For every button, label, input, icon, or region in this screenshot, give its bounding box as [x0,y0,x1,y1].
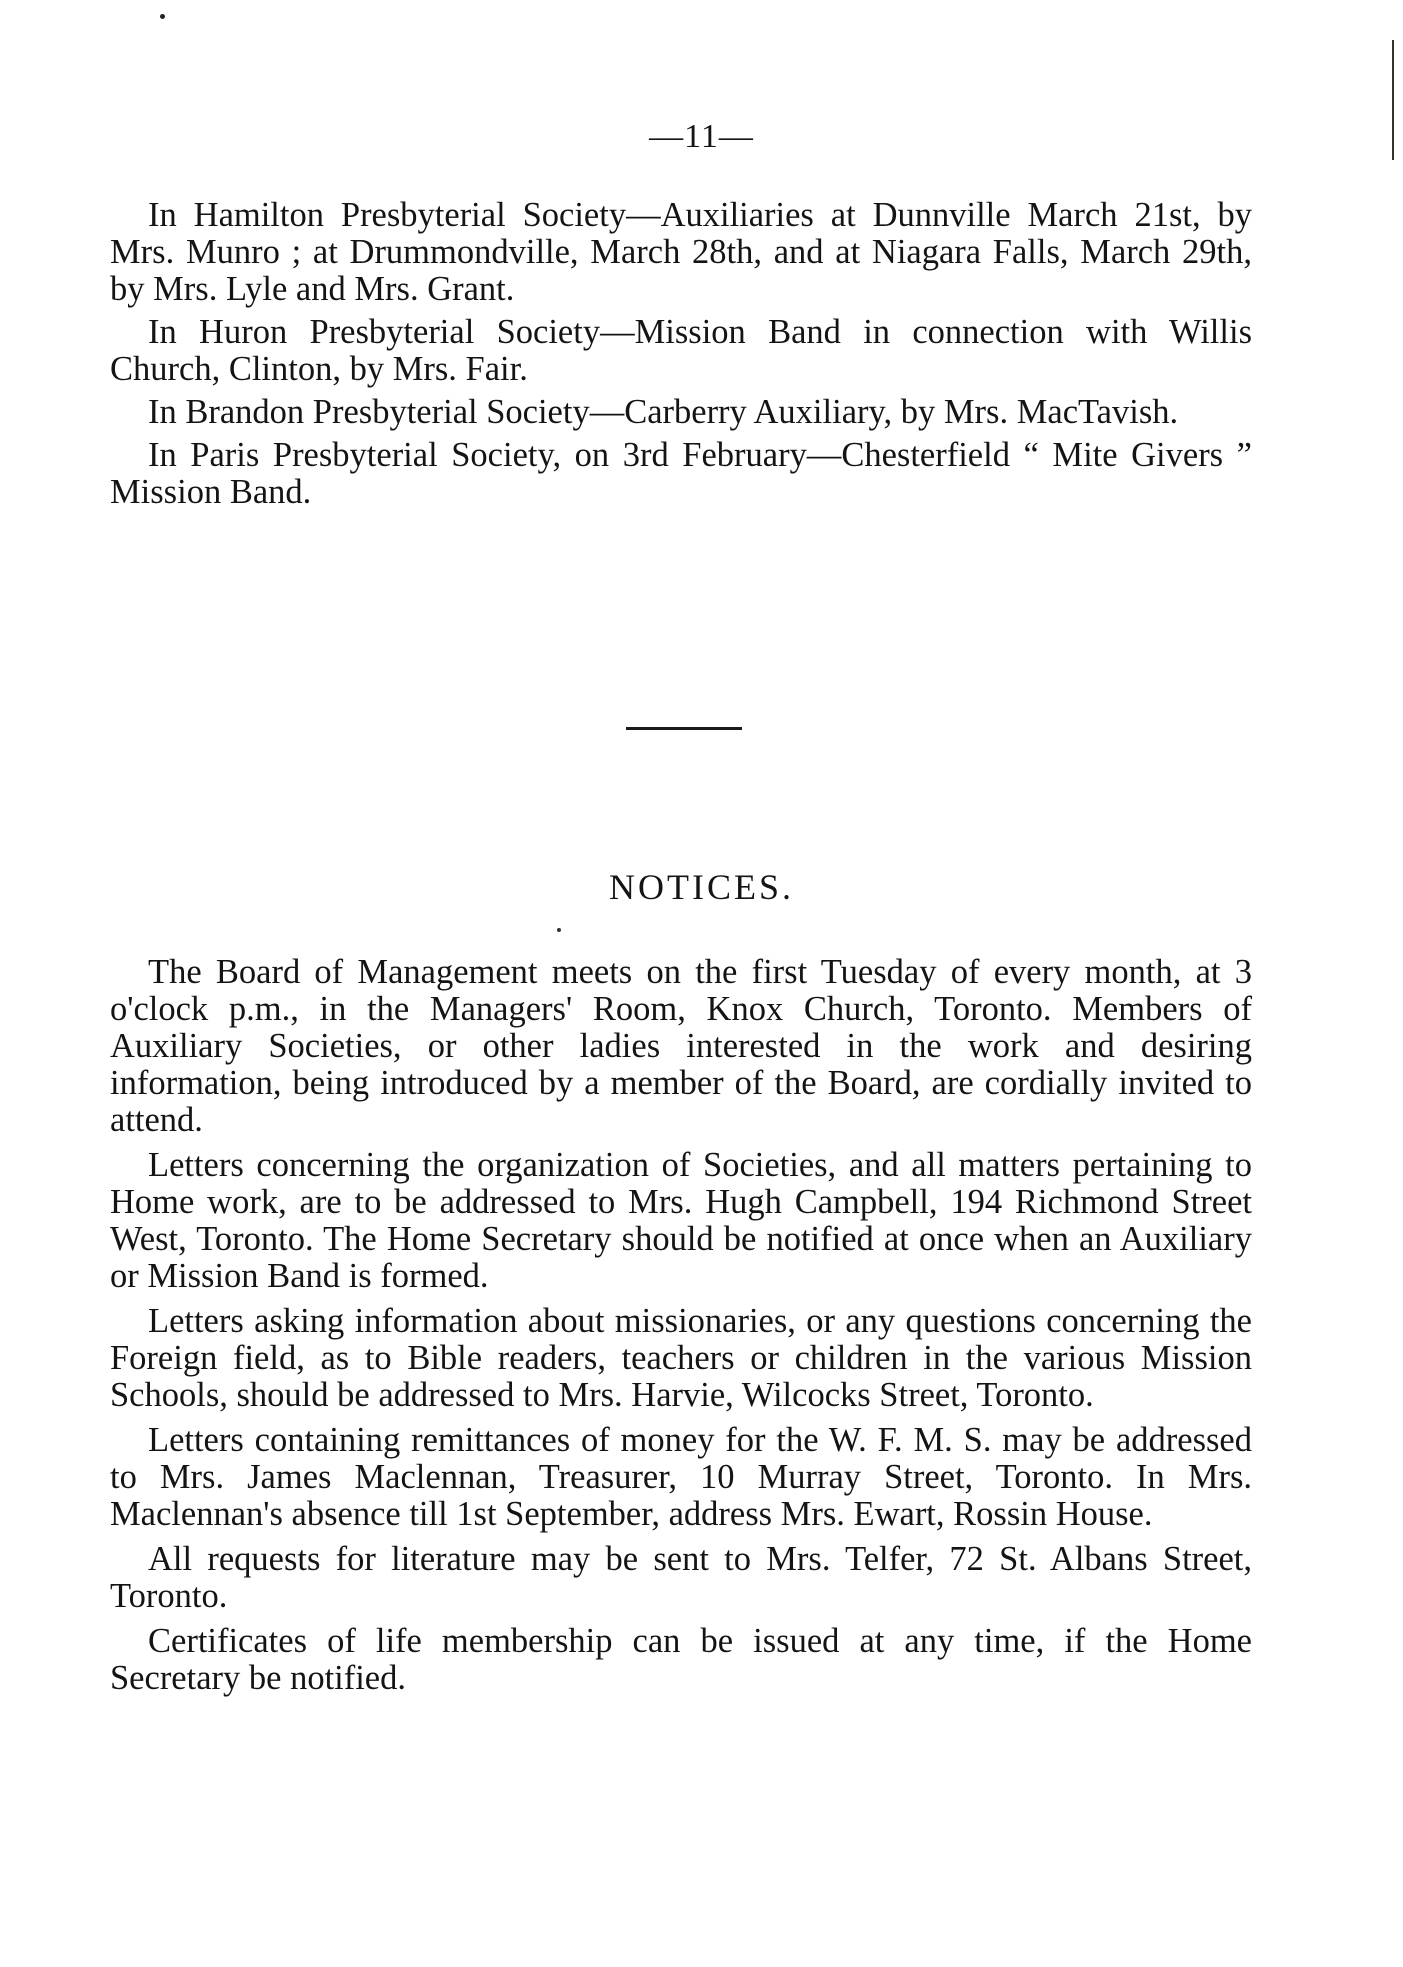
notice-paragraph: Letters containing remittances of money for the W. F. M. S. may be addressed to Mrs. James Maclennan, Treasurer, 10 Murray Street, Toronto. In Mrs. Maclennan's absence till 1st September, address Mrs. Ewart, Rossin House. [110,1421,1252,1533]
page-number: —11— [649,118,754,155]
print-speck [557,928,561,932]
notices-heading: NOTICES. [609,867,794,907]
notice-paragraph: The Board of Management meets on the first Tuesday of every month, at 3 o'clock p.m., in the Managers' Room, Knox Church, Toronto. Members of Auxiliary Societies, or other ladies interested in the work and desiring information, being introduced by a member of the Board, are cordially invited to attend. [110,953,1252,1139]
notice-paragraph: Certificates of life membership can be issued at any time, if the Home Secretary be notified. [110,1622,1252,1697]
notice-paragraph: Letters asking information about missionaries, or any questions concerning the Foreign field, as to Bible readers, teachers or children in the various Mission Schools, should be addressed to Mrs. Harvie, Wilcocks Street, Toronto. [110,1302,1252,1414]
report-paragraph: In Brandon Presbyterial Society—Carberry Auxiliary, by Mrs. MacTavish. [148,393,1179,431]
report-paragraph: In Paris Presbyterial Society, on 3rd February—Chesterfield “ Mite Givers ” Mission Band. [110,436,1252,511]
section-divider [626,727,742,730]
society-reports [110,197,1252,517]
print-speck [160,14,165,19]
report-paragraph: In Huron Presbyterial Society—Mission Band in connection with Willis Church, Clinton, by Mrs. Fair. [110,313,1252,388]
notice-paragraph: Letters concerning the organization of Societies, and all matters pertaining to Home work, are to be addressed to Mrs. Hugh Campbell, 194 Richmond Street West, Toronto. The Home Secretary should be notified at once when an Auxiliary or Mission Band is formed. [110,1146,1252,1295]
report-paragraph: In Hamilton Presbyterial Society—Auxiliaries at Dunnville March 21st, by Mrs. Munro ; at Drummondville, March 28th, and at Niagara Falls, March 29th, by Mrs. Lyle and Mrs. Grant. [110,196,1252,308]
notices-section [110,954,1252,1705]
notice-paragraph: All requests for literature may be sent to Mrs. Telfer, 72 St. Albans Street, Toronto. [110,1540,1252,1615]
